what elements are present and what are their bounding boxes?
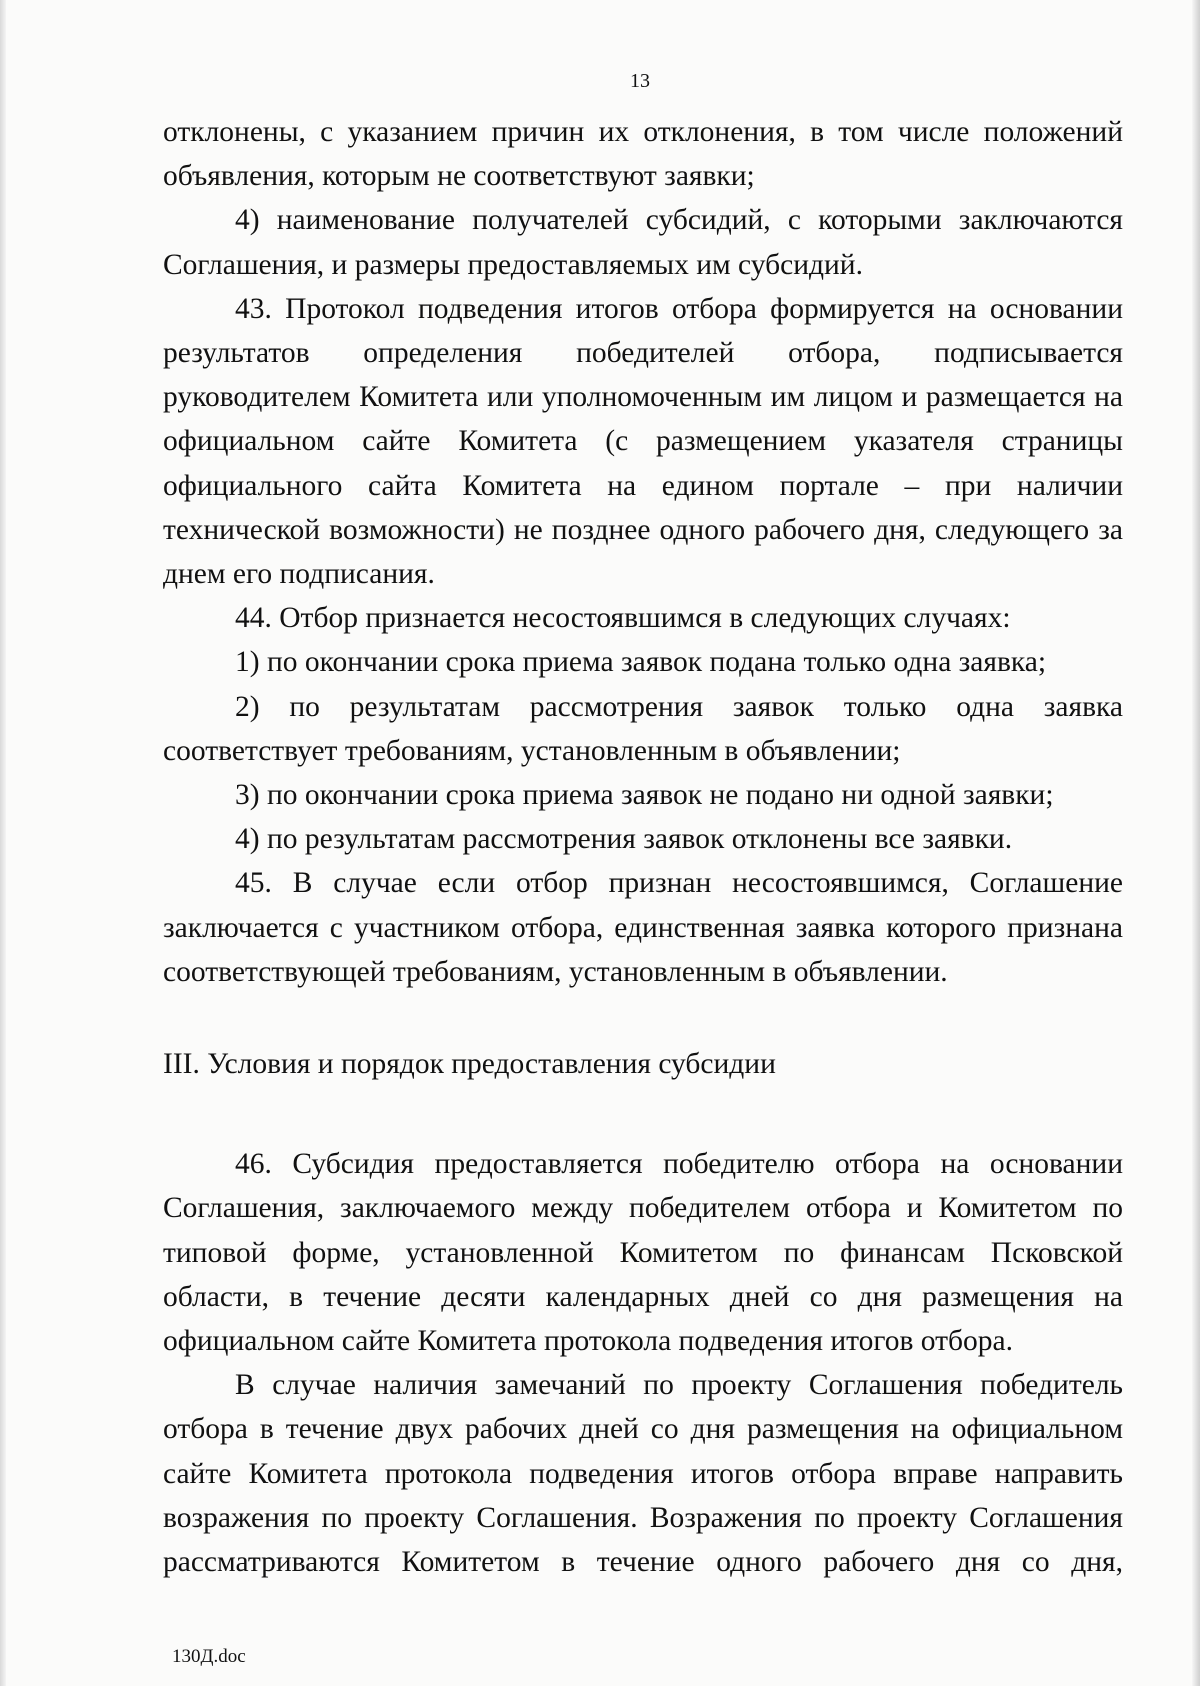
paragraphs-after-heading [163, 1142, 1123, 1584]
footer-filename: 130Д.doc [172, 1646, 246, 1667]
paragraph: 44. Отбор признается несостоявшимся в следующих случаях: [235, 602, 1011, 635]
paragraph: 3) по окончании срока приема заявок не подано ни одной заявки; [235, 779, 1054, 812]
paragraph: В случае наличия замечаний по проекту Соглашения победитель отбора в течение двух рабочих дней со дня размещения на официальном сайте Комитета протокола подведения итогов отбора вправе направить возражения по проекту Соглашения. Возражения по проекту Соглашения рассматриваются Комитетом в течение одного рабочего дня со дня, [163, 1369, 1123, 1579]
paragraph: 4) по результатам рассмотрения заявок отклонены все заявки. [235, 823, 1013, 856]
scan-edge-right [1192, 0, 1200, 1686]
section-heading: III. Условия и порядок предоставления субсидии [163, 1048, 776, 1081]
paragraph: 1) по окончании срока приема заявок подана только одна заявка; [235, 646, 1047, 679]
page-number: 13 [630, 70, 650, 92]
document-body [163, 110, 1123, 1584]
paragraph: 4) наименование получателей субсидий, с которыми заключаются Соглашения, и размеры предоставляемых им субсидий. [163, 204, 1123, 281]
scan-edge-left [0, 0, 6, 1686]
paragraph: 45. В случае если отбор признан несостоявшимся, Соглашение заключается с участником отбора, единственная заявка которого признана соответствующей требованиям, установленным в объявлении. [163, 867, 1123, 988]
paragraphs-before-heading [163, 110, 1123, 994]
paragraph: 46. Субсидия предоставляется победителю отбора на основании Соглашения, заключаемого между победителем отбора и Комитетом по типовой форме, установленной Комитетом по финансам Псковской области, в течение десяти календарных дней со дня размещения на официальном сайте Комитета протокола подведения итогов отбора. [163, 1148, 1123, 1358]
paragraph: отклонены, с указанием причин их отклонения, в том числе положений объявления, которым не соответствуют заявки; [163, 116, 1123, 193]
paragraph: 2) по результатам рассмотрения заявок только одна заявка соответствует требованиям, установленным в объявлении; [163, 690, 1123, 767]
paragraph: 43. Протокол подведения итогов отбора формируется на основании результатов определения победителей отбора, подписывается руководителем Комитета или уполномоченным им лицом и размещается на официальном сайте Комитета (с размещением указателя страницы официального сайта Комитета на едином портале – при наличии технической возможности) не позднее одного рабочего дня, следующего за днем его подписания. [163, 292, 1123, 591]
